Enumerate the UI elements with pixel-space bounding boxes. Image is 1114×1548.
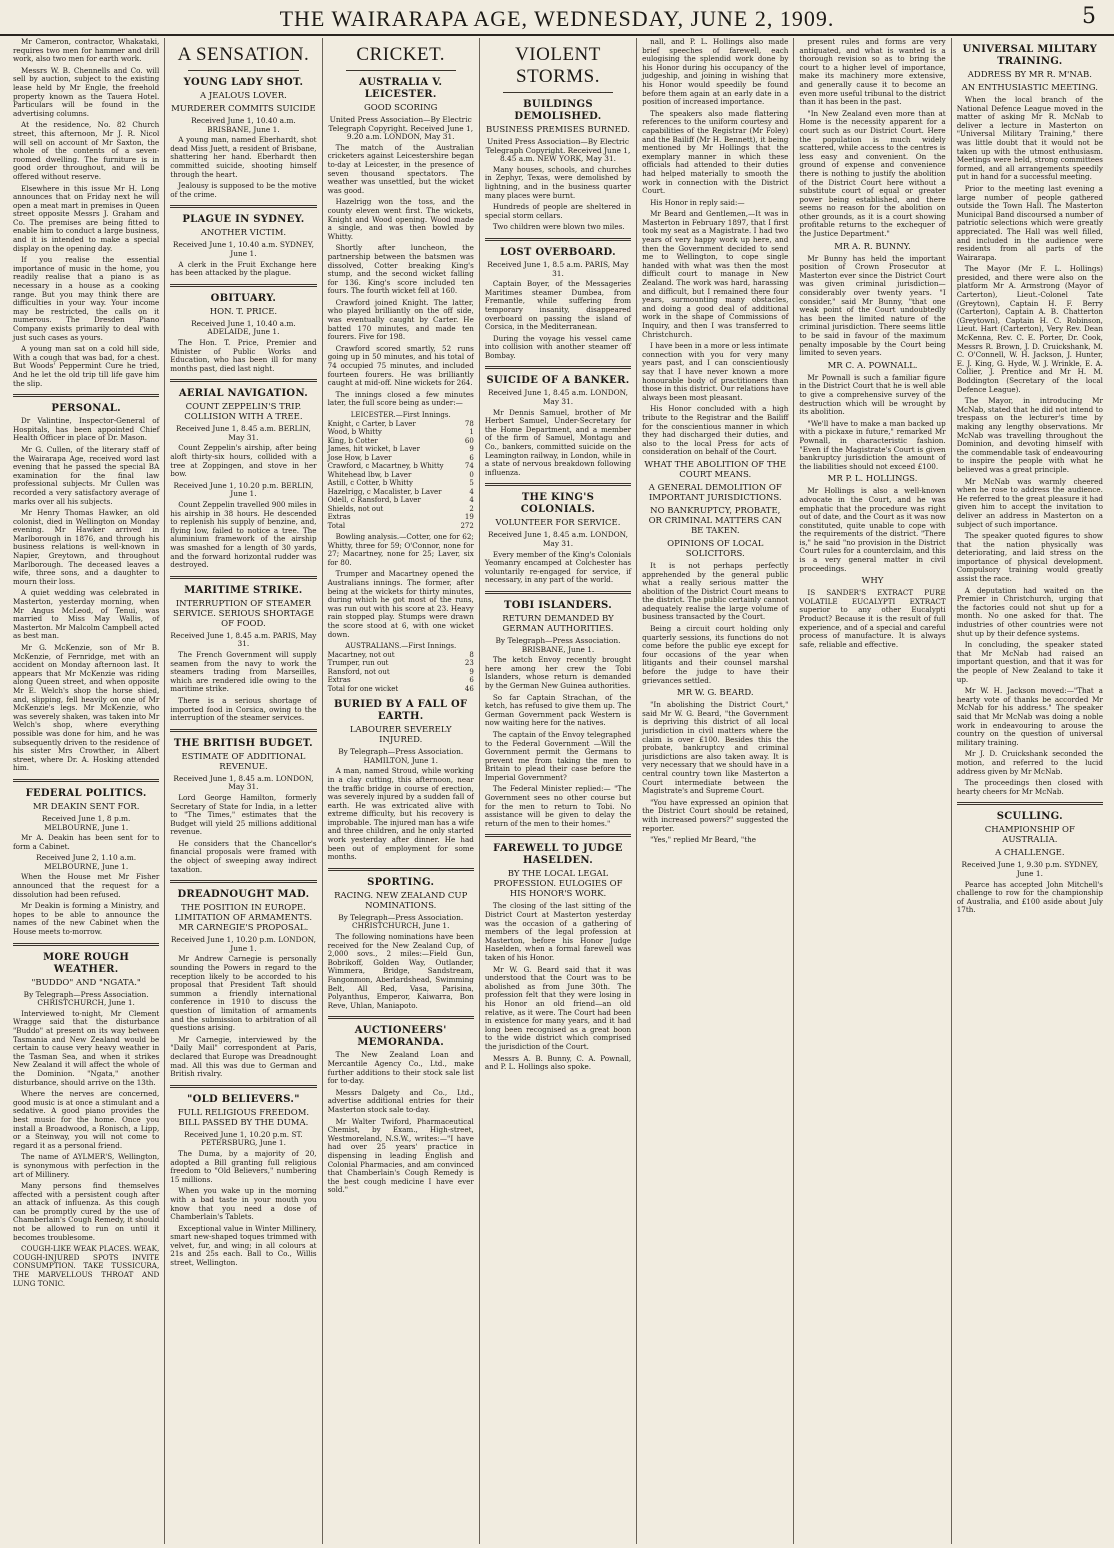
- column-3: [323, 38, 480, 1544]
- batsman: King, b Cotter: [327, 436, 378, 445]
- paragraph: "You have expressed an opinion that the District Court should be retained, with increased powers?" suggested the reporter.: [642, 797, 789, 833]
- paragraph: A quiet wedding was celebrated in Masterton, yesterday morning, when Mr Angus McLeod, of Tenui, was married to Miss May Wallis, of Masterton. Mr Malcolm Campbell acted as best man.: [13, 588, 160, 641]
- subheadline: FEDERAL POLITICS.: [25, 787, 147, 799]
- runs: 19: [464, 513, 474, 521]
- divider: [170, 880, 316, 883]
- dateline: Received June 1, 8.45 a.m. LONDON, May 31.: [487, 388, 629, 407]
- subheadline: BUILDINGS DEMOLISHED.: [514, 99, 602, 122]
- batsman: Crawford, c Macartney, b Whitty: [327, 462, 444, 470]
- dateline: Received June 1, 10.20 p.m. LONDON, June 1.: [170, 935, 316, 953]
- subheadline: YOUNG LADY SHOT.: [183, 77, 304, 88]
- batsman: Jose How, b Laver: [327, 453, 392, 462]
- paragraph: "We'll have to make a man backed up with a pickaxe in future," remarked Mr Pownall, in characteristic fashion. "Even if the Magistrate's Court is given bankruptcy jurisdiction the amount of the liabilities should not exceed £100.: [799, 418, 946, 471]
- headline: VIOLENT STORMS.: [515, 44, 601, 87]
- section-deck: RETURN DEMANDED BY GERMAN AUTHORITIES.: [502, 613, 614, 634]
- subheadline: "OLD BELIEVERS.": [187, 1093, 300, 1105]
- subheadline: BURIED BY A FALL OF EARTH.: [334, 699, 468, 723]
- section-deck: MR W. G. BEARD.: [676, 688, 754, 699]
- scorecard-row: [328, 676, 474, 685]
- headline: CRICKET.: [356, 44, 446, 65]
- paragraph: During the voyage his vessel came into collision with another steamer off Bombay.: [484, 333, 632, 360]
- paragraph: A deputation had waited on the Premier in Christchurch, urging that the factories could not shut up for a month. No one asked for that. The industries of other countries were not shut up by their defence systems.: [956, 585, 1103, 638]
- section-deck: A CHALLENGE.: [995, 848, 1065, 859]
- dateline: Received June 1, 10.40 a.m. SYDNEY, June 1.: [172, 240, 314, 258]
- paragraph: He considers that the Chancellor's financial proposals were framed with the object of sweeping away indirect taxation.: [170, 838, 317, 874]
- runs: 46: [464, 684, 474, 693]
- dateline: Received June 1, 8.45 a.m. PARIS, May 31.: [170, 630, 317, 649]
- paragraph: Trumper and Macartney opened the Australians innings. The former, after being at the wickets for thirty minutes, during which he got most of the runs, was run out with his score at 23. Heavy rain stopped play. Stumps were drawn the score stood at 6, with one wicket down.: [327, 569, 474, 639]
- paragraph: Mr W. H. Jackson moved:—"That a hearty vote of thanks be accorded Mr McNab for his address." The speaker said that Mr McNab was doing a noble work in endeavouring to arouse the country on the question of universal military training.: [956, 686, 1103, 747]
- divider: [170, 576, 316, 579]
- paragraph: Two children were blown two miles.: [492, 222, 625, 232]
- section-deck: AN ENTHUSIASTIC MEETING.: [961, 83, 1098, 93]
- divider: [13, 394, 159, 397]
- paragraph: Mr W. G. Beard said that it was understood that the Court was to be abolished as from June 30th. The profession felt that they were losing in his Honor an old friend—an old relative, as it were. The Court had been in existence for many years, and it had long been recognised as a great boon to the wide district which comprised the jurisdiction of the Court.: [484, 964, 632, 1051]
- paragraph: present rules and forms are very antiquated, and what is wanted is a thorough revision so as to bring the court to a higher level of importance, make its machinery more extensive, and generally cause it to become an even more useful tribunal to the district than it has been in the past.: [799, 38, 946, 107]
- dateline: Received June 1, 8.45 a.m. LONDON, May 31.: [487, 530, 629, 548]
- section-deck: FULL RELIGIOUS FREEDOM. BILL PASSED BY THE DUMA.: [177, 1107, 310, 1128]
- dateline: By Telegraph—Press Association. CHRISTCHURCH, June 1.: [23, 989, 149, 1008]
- paragraph: The Mayor, in introducing Mr McNab, stated that he did not intend to trespass on the lecturer's time by making any lengthy observations. Mr McNab was travelling throughout the Dominion, and devoting himself with the commendable task of endeavouring to inspire the people with what he believed was a great principle.: [956, 396, 1103, 474]
- divider: [13, 779, 159, 782]
- paragraph: A man, named Stroud, while working in a clay cutting, this afternoon, near the traffic bridge in course of erection, was severely injured by a sudden fall of earth. He was extricated alive with extreme difficulty, but his recovery is improbable. The injured man has a wife and three children, and he only started work yesterday after dinner. He had been out of employment for some months.: [327, 766, 474, 862]
- dateline: Received June 1, 10.20 p.m. ST. PETERSBURG, June 1.: [184, 1129, 303, 1148]
- paragraph: Messrs W. B. Chennells and Co. will sell by auction, subject to the existing lease held by Mr Engle, the freehold property known as the Tauera Hotel. Particulars will be found in the advertising columns.: [13, 65, 160, 118]
- scorecard-row: [328, 428, 474, 437]
- paragraph: I have been in a more or less intimate connection with you for very many years past, and I can conscientiously say that I have never known a more honourable body of practitioners than those in this district. Our relations have always been most pleasant.: [642, 341, 789, 402]
- dateline: Received June 1, 10.20 p.m. BERLIN, June 1.: [173, 480, 314, 499]
- section-deck: WHAT THE ABOLITION OF THE COURT MEANS.: [644, 459, 787, 480]
- section-deck: OPINIONS OF LOCAL SOLICITORS.: [667, 538, 764, 559]
- section-deck: INTERRUPTION OF STEAMER SERVICE. SERIOUS SHORTAGE OF FOOD.: [172, 598, 314, 629]
- dateline: Received June 1, 10.40 a.m. ADELAIDE, June 1.: [191, 318, 296, 337]
- batsman: Extras: [327, 676, 351, 685]
- batsman: Total for one wicket: [327, 684, 399, 693]
- divider: [328, 868, 474, 871]
- paragraph: Mr A. Deakin has been sent for to form a Cabinet.: [13, 833, 160, 851]
- paragraph: His Honor concluded with a high tribute to the Registrar and the Bailiff for the conscientious manner in which they had discharged their duties, and also to the local Press for acts of consideration on behalf of the Court.: [642, 404, 789, 457]
- scorecard-row: [328, 496, 474, 505]
- runs: 2: [469, 504, 474, 513]
- subheadline: FAREWELL TO JUDGE HASELDEN.: [493, 843, 623, 867]
- section-deck: COUNT ZEPPELIN'S TRIP. COLLISION WITH A TREE.: [184, 402, 303, 423]
- scorecard-row: [328, 522, 474, 531]
- runs: 1: [469, 428, 474, 436]
- paragraph: Count Zeppelin's airship, after being aloft thirty-six hours, collided with a tree at Zoppingen, and stove in her bow.: [170, 443, 317, 479]
- paragraph: Crawford scored smartly, 52 runs going up in 50 minutes, and his total of 74 occupied 75 minutes, and included fourteen fourers. He was brilliantly caught at mid-off. Nine wickets for 264.: [327, 343, 474, 388]
- subheadline: OBITUARY.: [210, 292, 277, 304]
- scorecard-title: AUSTRALIANS.—First Innings.: [345, 642, 457, 651]
- paragraph: The Federal Minister replied:— "The Government sees no other course but for the men to return to Tobi. No assistance will be given to delay the return of the men to their homes.": [484, 784, 632, 828]
- divider: [485, 366, 631, 369]
- runs: 6: [469, 676, 474, 685]
- batsman: Shields, not out: [327, 504, 384, 513]
- scorecard-row: [328, 513, 474, 522]
- scorecard-row: [328, 471, 474, 480]
- batsman: Macartney, not out: [327, 650, 395, 659]
- paragraph: Mr Henry Thomas Hawker, an old colonist, died in Wellington on Monday evening. Mr Hawker arrived in Marlborough in 1876, and through his business relations is well-known in Napier, Greytown, and throughout Marlborough. The deceased leaves a wife, three sons, and a daughter to mourn their loss.: [13, 508, 160, 586]
- subheadline: UNIVERSAL MILITARY TRAINING.: [962, 44, 1098, 67]
- section-deck: GOOD SCORING: [363, 103, 438, 113]
- paragraph: "In New Zealand even more than at Home is the necessity apparent for a court such as our District Court. Here the population is much widely scattered, while access to the centres is less easy and convenient. On the ground of expense and convenience there is nothing to justify the abolition of the District Court here without a substitute court of equal or greater power being established, and there seems no reason for the abolition on other grounds, as it is a court showing profitable returns to the exchequer of the Justice Department.": [799, 108, 946, 239]
- scorecard-row: [328, 479, 474, 488]
- runs: 4: [469, 496, 474, 504]
- subheadline: PERSONAL.: [51, 403, 121, 415]
- dateline: Received June 1, 8 p.m. MELBOURNE, June 1.: [41, 813, 131, 832]
- dateline: Received June 2, 1.10 a.m. MELBOURNE, June 1.: [36, 853, 137, 871]
- subheadline: SCULLING.: [996, 811, 1063, 823]
- paragraph: Every member of the King's Colonials Yeomanry encamped at Colchester has voluntarily re-engaged for service, if necessary, in any part of the world.: [484, 549, 632, 585]
- paragraph: A clerk in the Fruit Exchange here has been attacked by the plague.: [170, 259, 317, 278]
- paragraph: Mr G. McKenzie, son of Mr B. McKenzie, of Fernridge, met with an accident on Monday afternoon last. It appears that Mr McKenzie was riding along Queen street, and when opposite Mr E. Welch's shop the horse shied, and, slipping, fell heavily on one of Mr McKenzie's legs. Mr McKenzie, who was severely shaken, was taken into Mr Welch's shop, where everything possible was done for him, and he was subsequently driven to the residence of his sister Mrs Crowther, in Albert street, where Dr. A. Hosking attended him.: [13, 643, 160, 773]
- paragraph: Hundreds of people are sheltered in special storm cellars.: [484, 202, 632, 220]
- column-2: [165, 38, 322, 1544]
- subheadline: AERIAL NAVIGATION.: [178, 388, 309, 400]
- paragraph: The following nominations have been received for the New Zealand Cup, of 2,000 sovs., 2 miles:—Field Gun, Bobrikoff, Golden Way, Outlander, Wimmera, Bridge, Sandstream, Fangonmon, Aberlardshead, Swimming Belt, All Red, Vasa, Parisina, Polyanthus, Emperor, Kaiwarra, Bon Reve, Uhlan, Maniapoto.: [327, 932, 474, 1010]
- paragraph: A young man, named Eberhardt, shot dead Miss Juett, a resident of Brisbane, shattering her hand. Eberhardt then committed suicide, shooting himself through the heart.: [170, 135, 317, 179]
- batsman: Hazelrigg, c Macalister, b Laver: [327, 487, 442, 496]
- section-deck: MURDERER COMMITS SUICIDE: [171, 104, 316, 114]
- column-5: [637, 38, 794, 1544]
- column-1: [8, 38, 165, 1544]
- paragraph: Captain Boyer, of the Messageries Maritimes steamer Dumbea, from Fremantle, while suffering from temporary insanity, disappeared overboard on passing the island of Corsica, in the Mediterranean.: [484, 279, 632, 332]
- dateline: By Telegraph—Press Association. BRISBANE, June 1.: [495, 635, 621, 654]
- paragraph: Mr J. D. Cruickshank seconded the motion, and referred to the lucid address given by Mr McNab.: [956, 749, 1103, 776]
- section-deck: BUSINESS PREMISES BURNED.: [485, 125, 630, 135]
- subheadline: PLAGUE IN SYDNEY.: [182, 214, 305, 226]
- batsman: Ransford, not out: [327, 667, 390, 676]
- paragraph: Exceptional value in Winter Millinery, smart new-shaped toques trimmed with velvet, fur, and wing; in all colours at 21s and 25s each. Ball to Co., Willis street, Wellington.: [170, 1223, 317, 1268]
- batsman: Extras: [327, 513, 351, 521]
- dateline: United Press Association—By Electric Telegraph Copyright. Received June 1, 8.45 a.m. NEW YORK, May 31.: [485, 137, 631, 164]
- scorecard-row: [328, 685, 474, 694]
- paragraph: The captain of the Envoy telegraphed to the Federal Government —Will the Government permit the Germans to prevent me from taking the men to Britain to plead their case before the Imperial Government?: [484, 729, 632, 782]
- paragraph: The Mayor (Mr F. L. Hollings) presided, and there were also on the platform Mr A. Armstrong (Mayor of Carterton), Lieut.-Colonel Tate (Greytown), Captain H. F. Berry (Carterton), Captain A. B. Chatterton (Greytown), Captain H. C. Robinson, Lieut. Hart (Carterton), Very Rev. Dean McKenna, Rev. C. E. Porter, Dr. Cook, Messrs R. Brown, J. D. Cruickshank, M. C. O'Connell, W. H. Jackson, J. Hunter, E. J. King, G. Hyde, W. J. Wrinkle, E. A. Collier, J. Prentice and Mr H. M. Boddington (Secretary of the local Defence League).: [956, 264, 1103, 394]
- divider: [346, 70, 456, 71]
- divider: [170, 284, 316, 287]
- subheadline: SUICIDE OF A BANKER.: [486, 375, 630, 387]
- scorecard-row: [328, 462, 474, 471]
- subheadline: MARITIME STRIKE.: [184, 584, 303, 596]
- runs: 6: [469, 453, 474, 462]
- subheadline: AUCTIONEERS' MEMORANDA.: [354, 1025, 447, 1049]
- section-deck: "BUDDO" AND "NGATA.": [31, 977, 141, 988]
- paragraph: At the residence, No. 82 Church street, this afternoon, Mr J. R. Nicol will sell on account of Mr Saxton, the whole of the contents of a seven-roomed dwelling. The furniture is in good order throughout, and will be offered without reserve.: [13, 120, 160, 181]
- section-deck: THE POSITION IN EUROPE. LIMITATION OF ARMAMENTS. MR CARNEGIE'S PROPOSAL.: [174, 903, 313, 934]
- runs: 272: [460, 521, 474, 530]
- batsman: Astill, c Cotter, b Whitty: [327, 479, 413, 487]
- paragraph: Interviewed to-night, Mr Clement Wragge said that the disturbance "Buddo" at present on its way between Tasmania and New Zealand would be certain to cause very heavy weather in the Tasman Sea, and when it strikes New Zealand it will affect the whole of the Dominion. "Ngata," another disturbance, should arrive on the 13th.: [13, 1008, 160, 1087]
- paragraph: Messrs Dalgety and Co., Ltd., advertise additional entries for their Masterton stock sale to-day.: [327, 1087, 474, 1114]
- subheadline: SPORTING.: [367, 876, 435, 888]
- paragraph: Jealousy is supposed to be the motive of the crime.: [170, 181, 317, 199]
- paragraph: Mr Deakin is forming a Ministry, and hopes to be able to announce the names of the new Cabinet when the House meets to-morrow.: [13, 901, 160, 937]
- paragraph: Mr Beard and Gentlemen,—It was in Masterton in February 1897, that I first took my seat as a Magistrate. I had two years of very happy work up here, and then the Government decided to send me to Wellington, to cope single handed with what was then the most difficult court to manage in New Zealand. The work was hard, harassing and difficult, but I remained there four years, surmounting many obstacles, and doing a good deal of additional work in the shape of Commissions of Inquiry, and then I was transferred to Christchurch.: [642, 209, 789, 339]
- scorecard: [328, 642, 474, 693]
- paragraph: The name of AYLMER'S, Wellington, is synonymous with perfection in the art of Millinery.: [13, 1152, 160, 1179]
- section-deck: A GENERAL DEMOLITION OF IMPORTANT JURISDICTIONS.: [648, 482, 782, 503]
- dateline: Received June 1, 9.30 p.m. SYDNEY, June 1.: [961, 860, 1099, 878]
- divider: [485, 238, 631, 241]
- divider: [957, 802, 1103, 805]
- paragraph: Mr Andrew Carnegie is personally sounding the Powers in regard to the reception likely to be accorded to his proposal that President Taft should summon a friendly international conference in 1910 to discuss the question of limitation of armaments and the submission to arbitration of all questions arising.: [170, 954, 317, 1033]
- runs: 78: [464, 419, 474, 428]
- paragraph: If you realise the essential importance of music in the home, you readily realise that a piano is as necessary in a house as a cooking range. But you may think there are difficulties in your way. Your income may be restricted, the calls on it numerous. The Dresden Piano Company exists primarily to deal with just such cases as yours.: [13, 255, 160, 342]
- section-deck: RACING. NEW ZEALAND CUP NOMINATIONS.: [334, 890, 468, 911]
- paragraph: Shortly after luncheon, the partnership between the batsmen was dissolved, Cotter breaking King's stump, and the second wicket falling for 136. King's score included ten fours. The fourth wicket fell at 160.: [327, 243, 474, 296]
- paragraph: Elsewhere in this issue Mr H. Long announces that on Friday next he will open a meat mart in premises in Queen street opposite Messrs J. Graham and Co. The premises are being fitted to enable him to conduct a large business, and it is intended to make a special display on the opening day.: [13, 183, 160, 253]
- section-deck: CHAMPIONSHIP OF AUSTRALIA.: [984, 825, 1075, 846]
- section-deck: VOLUNTEER FOR SERVICE.: [495, 518, 621, 529]
- divider: [485, 483, 631, 486]
- paragraph: There is a serious shortage of imported food in Corsica, owing to the interruption of the steamer services.: [170, 695, 317, 723]
- scorecard-row: [328, 445, 474, 454]
- runs: 9: [469, 667, 474, 676]
- paragraph: nall, and P. L. Hollings also made brief speeches of farewell, each eulogising the splendid work done by his Honor during his occupancy of the judgeship, and joining in wishing that his Honor would speedily be found before them again at an early date in a position of increased importance.: [642, 38, 789, 107]
- paragraph: The innings closed a few minutes later, the full score being as under:—: [327, 389, 474, 408]
- paragraph: The Hon. T. Price, Premier and Minister of Public Works and Education, who has been ill for many months past, died last night.: [170, 337, 317, 373]
- runs: 23: [464, 659, 474, 668]
- runs: 0: [469, 470, 474, 479]
- scorecard-row: [328, 505, 474, 514]
- column-6: [794, 38, 951, 1544]
- dateline: By Telegraph—Press Association. CHRISTCHURCH, June 1.: [338, 912, 464, 931]
- paragraph: Prior to the meeting last evening a large number of people gathered outside the Town Hall. The Masterton Municipal Band discoursed a number of patriotic selections which were greatly appreciated. The Hall was well filled, and included in the audience were residents from all parts of the Wairarapa.: [956, 183, 1103, 262]
- headline: A SENSATION.: [177, 44, 310, 65]
- section-deck: MR DEAKIN SENT FOR.: [32, 801, 140, 812]
- section-deck: ADDRESS BY MR R. M'NAB.: [967, 70, 1092, 80]
- subheadline: MORE ROUGH WEATHER.: [43, 951, 130, 975]
- paragraph: So far Captain Strachan, of the ketch, has refused to give them up. The German Government pack Western is now waiting here for the natives.: [484, 692, 632, 728]
- divider: [170, 729, 316, 732]
- paragraph: Mr Hollings is also a well-known advocate in the Court, and he was emphatic that the procedure was right out of date, and the Court as it was now constituted, quite unable to cope with the requirements of the district. "There is," he said "no provision in the District Court rules for a counterclaim, and this is a very general matter in civil proceedings.: [799, 486, 946, 573]
- dateline: Received June 1, 8.5 a.m. PARIS, May 31.: [487, 259, 629, 278]
- batsman: Odell, c Ransford, b Laver: [327, 496, 421, 504]
- paragraph: Many houses, schools, and churches in Zephyr, Texas, were demolished by lightning, and in the business quarter many places were burnt.: [484, 164, 632, 200]
- paragraph: The ketch Envoy recently brought here among her crew the Tobi Islanders, whose return is demanded by the German New Guinea authorities.: [484, 655, 632, 690]
- paragraph: The match of the Australian cricketers against Leicestershire began to-day at Leicester, in the presence of seven thousand spectators. The weather was unsettled, but the wicket was good.: [327, 142, 474, 195]
- dateline: Received June 1, 10.40 a.m. BRISBANE, June 1.: [191, 116, 296, 134]
- divider: [503, 92, 613, 93]
- paragraph: The speaker quoted figures to show that the nation physically was deteriorating, and laid stress on the importance of physical development. Compulsory training would greatly assist the race.: [956, 531, 1103, 584]
- column-7: [952, 38, 1108, 1544]
- scorecard-row: [328, 659, 474, 668]
- paragraph: The Duma, by a majority of 20, adopted a Bill granting full religious freedom to "Old Believers," numbering 15 millions.: [170, 1148, 317, 1184]
- divider: [170, 379, 316, 382]
- divider: [170, 205, 316, 208]
- scorecard-row: [328, 420, 474, 429]
- paragraph: Crawford joined Knight. The latter, who played brilliantly on the off side, was eventually caught by Carter. He batted 170 minutes, and made ten fourers. Five for 198.: [327, 297, 474, 342]
- scorecard-row: [328, 437, 474, 446]
- scorecard: [328, 411, 474, 530]
- section-deck: MR C. A. POWNALL.: [827, 360, 918, 371]
- paragraph: It is not perhaps perfectly apprehended by the general public what a really serious matter the abolition of the District Court means to the district. The public certainly cannot adequately realise the large volume of business transacted by the Court.: [642, 560, 789, 622]
- dateline: Received June 1, 8.45 a.m. BERLIN, May 31.: [175, 424, 311, 442]
- paragraph: Pearce has accepted John Mitchell's challenge to row for the championship of Australia, and £100 aside about July 17th.: [956, 879, 1103, 915]
- paragraph: His Honor in reply said:—: [650, 197, 745, 207]
- paragraph: Count Zeppelin travelled 900 miles in his airship in 38 hours. He descended to replenish his supply of benzine, and, flying low, failed to notice a tree. The aluminium framework of the airship was smashed for a length of 30 yards, and the forward horizontal rudder was destroyed.: [170, 500, 317, 570]
- paragraph: Mr Dennis Samuel, brother of Mr Herbert Samuel, Under-Secretary for the Home Department, and a member of the firm of Samuel, Montagu and Co., bankers, committed suicide on the Leamington railway, in London, while in a state of nervous breakdown following influenza.: [484, 407, 632, 477]
- section-deck: A JEALOUS LOVER.: [200, 91, 287, 101]
- divider: [170, 1085, 316, 1088]
- divider: [188, 70, 298, 71]
- paragraph: The New Zealand Loan and Mercantile Agency Co., Ltd., make further additions to their stock sale list for to-day.: [327, 1050, 474, 1086]
- paragraph: The proceedings then closed with hearty cheers for Mr McNab.: [956, 778, 1103, 796]
- paragraph: The speakers also made flattering references to the uniform courtesy and capabilities of the Registrar (Mr Foley) and the Bailiff (Mr H. Bennett), it being mentioned by Mr Hollings that the exemplary manner in which these officials had attended to their duties had helped materially to smooth the work in connection with the District Court.: [642, 108, 789, 196]
- dateline: Received June 1, 8.45 a.m. LONDON, May 31.: [173, 773, 314, 792]
- section-deck: MR A. R. BUNNY.: [834, 241, 911, 252]
- paragraph: Messrs A. B. Bunny, C. A. Pownall, and P. L. Hollings also spoke.: [484, 1053, 632, 1072]
- paragraph: "In abolishing the District Court," said Mr W. G. Beard, "the Government is depriving this district of all local jurisdiction in civil matters where the claim is over £100. Besides this the probate, bankruptcy and criminal jurisdictions are also taken away. It is very necessary that we should have in a central country town like Masterton a Court intermediate between the Magistrate's and Supreme Court.: [642, 700, 789, 796]
- divider: [485, 834, 631, 837]
- batsman: Total: [327, 521, 346, 530]
- paragraph: In concluding, the speaker stated that Mr McNab had raised an important question, and that it was for the people of New Zealand to take it up.: [956, 640, 1103, 684]
- divider: [13, 943, 159, 946]
- runs: 5: [469, 479, 474, 487]
- paragraph: IS SANDER'S EXTRACT PURE VOLATILE EUCALYPTI EXTRACT superior to any other Eucalypti Product? Because it is the result of full experience, and of a special and careful process of manufacture. It is always safe, reliable and effective.: [799, 588, 946, 649]
- paragraph: The closing of the last sitting of the District Court at Masterton yesterday was the occasion of a gathering of members of the legal profession at Masterton, before his Honor Judge Haselden, when a formal farewell was taken of his Honor.: [484, 901, 632, 962]
- scorecard-row: [328, 668, 474, 677]
- paragraph: Mr G. Cullen, of the literary staff of the Wairarapa Age, received word last evening that he passed the special BA examination for the final law professional subjects. Mr Cullen was recorded a very satisfactory average of marks over all his subjects.: [13, 444, 160, 506]
- runs: 4: [469, 487, 474, 496]
- batsman: Knight, c Carter, b Laver: [327, 419, 416, 428]
- section-deck: WHY: [861, 576, 884, 587]
- subheadline: TOBI ISLANDERS.: [503, 599, 612, 611]
- runs: 8: [469, 650, 474, 659]
- paragraph: When the local branch of the National Defence League moved in the matter of asking Mr R. McNab to deliver a lecture in Masterton on "Universal Military Training," there was little doubt that it would not be taken up with the utmost enthusiasm. Meetings were held, strong committees formed, and all arrangements speedily put in hand for a successful meeting.: [956, 95, 1103, 182]
- paragraph: Mr Bunny has held the important position of Crown Prosecutor at Masterton ever since the District Court was given criminal jurisdiction—considerably over twenty years. "I consider," said Mr Bunny, "that one weak point of the Court undoubtedly has been the limited nature of the criminal jurisdiction. There seems little to be said in favour of the maximum penalty imposable by the Court being limited to seven years.: [799, 253, 946, 358]
- divider: [328, 1016, 474, 1019]
- runs: 74: [464, 462, 474, 470]
- paragraph: COUGH-LIKE WEAK PLACES. WEAK, COUGH-INJURED SPOTS INVITE CONSUMPTION. TAKE TUSSICURA, THE MARVELLOUS THROAT AND LUNG TONIC.: [13, 1244, 160, 1288]
- subheadline: THE KING'S COLONIALS.: [520, 492, 596, 516]
- paragraph: The French Government will supply seamen from the navy to work the steamers trading from Marseilles, which are rendered idle owing to the maritime strike.: [170, 649, 317, 694]
- paragraph: "Yes," replied Mr Beard, "the: [650, 835, 756, 845]
- batsman: Whitehead lbw, b Laver: [327, 470, 412, 479]
- paragraph: When you wake up in the morning with a bad taste in your mouth you know that you need a dose of Chamberlain's Tablets.: [170, 1186, 317, 1222]
- section-deck: BY THE LOCAL LEGAL PROFESSION. EULOGIES OF HIS HONOR'S WORK.: [493, 869, 623, 900]
- section-deck: ESTIMATE OF ADDITIONAL REVENUE.: [181, 751, 306, 772]
- divider: [485, 591, 631, 594]
- paragraph: Mr Pownall is such a familiar figure in the District Court that he is well able to give a comprehensive survey of the destruction which will be wrought by its abolition.: [799, 372, 946, 417]
- paragraph: Being a circuit court holding only quarterly sessions, its functions do not come before the public eye except for four occasions of the year when litigants and their counsel marshal before the judge to have their grievances settled.: [642, 624, 789, 685]
- newspaper-columns: [8, 38, 1108, 1544]
- subheadline: THE BRITISH BUDGET.: [173, 737, 313, 749]
- paragraph: Many persons find themselves affected with a persistent cough after an attack of influenza. As this cough can be promptly cured by the use of Chamberlain's Cough Remedy, it should not be allowed to run on until it becomes troublesome.: [13, 1181, 160, 1242]
- paragraph: Bowling analysis.—Cotter, one for 62; Whitty, three for 59; O'Connor, none for 27; Macartney, none for 25; Laver, six for 80.: [327, 532, 474, 567]
- paragraph: Lord George Hamilton, formerly Secretary of State for India, in a letter to "The Times," estimates that the Budget will yield 25 millions additional revenue.: [170, 792, 317, 837]
- dateline: By Telegraph—Press Association. HAMILTON, June 1.: [338, 747, 464, 765]
- paragraph: Where the nerves are concerned, good music is at once a stimulant and a sedative. A good piano provides the best music for the home. Once you install a Broadwood, a Ronisch, a Lipp, or a Steinway, you will not come to regard it as a personal friend.: [13, 1089, 160, 1150]
- page-number: 5: [1082, 4, 1096, 29]
- scorecard-title: LEICESTER.—First Innings.: [350, 411, 451, 419]
- runs: 9: [469, 445, 474, 453]
- batsman: Wood, b Whitty: [327, 428, 382, 436]
- paragraph: Mr Walter Twiford, Pharmaceutical Chemist, by Exam., High-street, Westmoreland, N.S.W., writes:—"I have had over 25 years' practice in dispensing in leading English and Colonial Pharmacies, and am convinced that Chamberlain's Cough Remedy is the best cough medicine I have ever sold.": [327, 1116, 474, 1195]
- section-deck: ANOTHER VICTIM.: [200, 228, 287, 239]
- section-deck: MR P. L. HOLLINGS.: [827, 474, 918, 485]
- scorecard-row: [328, 454, 474, 463]
- paragraph: Dr Valintine, Inspector-General of Hospitals, has been appointed Chief Health Officer in place of Dr. Mason.: [13, 416, 160, 443]
- subheadline: AUSTRALIA V. LEICESTER.: [359, 77, 443, 100]
- scorecard-row: [328, 651, 474, 660]
- batsman: Trumper, run out: [327, 659, 389, 668]
- paragraph: Mr Carnegie, interviewed by the "Daily Mail" correspondent at Paris, declared that Europe was Dreadnought mad. All this was due to German and British rivalry.: [170, 1034, 317, 1079]
- paragraph: A young man sat on a cold hill side, With a cough that was bad, for a chest. But Woods' Peppermint Cure he tried, And he let the old trip till life gave him the slip.: [13, 344, 160, 388]
- runs: 60: [464, 436, 474, 445]
- section-deck: HON. T. PRICE.: [209, 306, 278, 317]
- subheadline: LOST OVERBOARD.: [500, 246, 616, 258]
- section-deck: LABOURER SEVERELY INJURED.: [349, 725, 452, 746]
- paragraph: Mr McNab was warmly cheered when he rose to address the audience. He referred to the great pleasure it had given him to accept the invitation to deliver an address in Masterton on a subject of such importance.: [956, 476, 1103, 529]
- batsman: James, hit wicket, b Laver: [327, 445, 420, 453]
- section-deck: NO BANKRUPTCY, PROBATE, OR CRIMINAL MATTERS CAN BE TAKEN.: [648, 505, 782, 536]
- scorecard-row: [328, 488, 474, 497]
- paragraph: When the House met Mr Fisher announced that the request for a dissolution had been refused.: [13, 872, 160, 899]
- newspaper-title: THE WAIRARAPA AGE, WEDNESDAY, JUNE 2, 1909.: [279, 6, 835, 31]
- masthead: [0, 0, 1114, 36]
- dateline: United Press Association—By Electric Telegraph Copyright. Received June 1, 9.20 a.m. LONDON, May 31.: [328, 115, 474, 142]
- paragraph: Mr Cameron, contractor, Whakataki, requires two men for hammer and drill work, also two men for earth work.: [13, 38, 160, 64]
- column-4: [480, 38, 637, 1544]
- paragraph: Hazelrigg won the toss, and the county eleven went first. The wickets, Knight and Wood opening. Wood made a single, and was then bowled by Whitty.: [327, 197, 474, 241]
- subheadline: DREADNOUGHT MAD.: [177, 889, 310, 901]
